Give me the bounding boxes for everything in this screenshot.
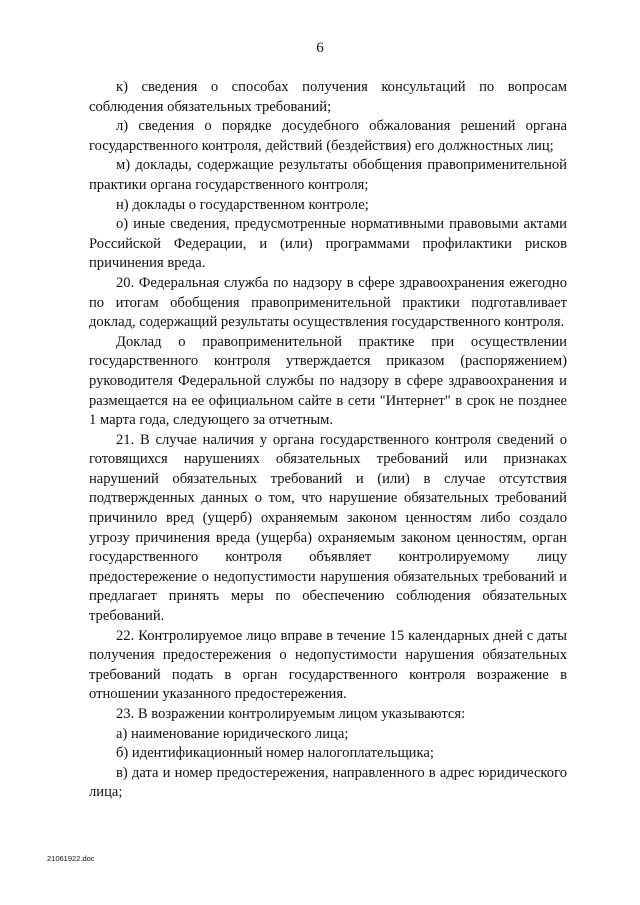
page-number: 6 bbox=[316, 40, 324, 56]
clause-23: 23. В возражении контролируемым лицом указываются: bbox=[116, 706, 466, 722]
item-n-control-reports: н) доклады о государственном контроле; bbox=[116, 196, 369, 213]
item-o-other-info: о) иные сведения, предусмотренные нормативными правовыми актами Российской Федерации, и (или) программами профилактики рисков причинения вреда. bbox=[89, 216, 567, 272]
file-name-footer: 21061922.doc bbox=[47, 854, 95, 863]
clause-20: 20. Федеральная служба по надзору в сфере здравоохранения ежегодно по итогам обобщения правоприменительной практики подготавливает доклад, содержащий результаты осуществления государственного контроля. bbox=[89, 274, 567, 331]
item-b-taxpayer-id: б) идентификационный номер налогоплательщика; bbox=[116, 745, 434, 762]
clause-22: 22. Контролируемое лицо вправе в течение 15 календарных дней с даты получения предостережения о недопустимости нарушения обязательных требований подать в орган государственного контроля возражение в отношении указанного предостережения. bbox=[89, 627, 567, 703]
clause-20-report-approval: Доклад о правоприменительной практике при осуществлении государственного контроля утверждается приказом (распоряжением) руководителя Федеральной службы по надзору в сфере здравоохранения и размещается на ее официальном сайте в сети "Интернет" в срок не позднее 1 марта года, следующего за отчетным. bbox=[89, 333, 567, 429]
item-m-reports: м) доклады, содержащие результаты обобщения правоприменительной практики органа государственного контроля; bbox=[89, 157, 567, 193]
item-v-warning-date-number: в) дата и номер предостережения, направленного в адрес юридического лица; bbox=[89, 764, 567, 801]
item-l-appeal-procedure: л) сведения о порядке досудебного обжалования решений органа государственного контроля, действий (бездействия) его должностных лиц; bbox=[89, 118, 567, 154]
item-k-consultations: к) сведения о способах получения консультаций по вопросам соблюдения обязательных требований; bbox=[89, 79, 567, 115]
item-a-legal-entity-name: а) наименование юридического лица; bbox=[116, 725, 349, 742]
document-body bbox=[89, 78, 567, 803]
clause-21: 21. В случае наличия у органа государственного контроля сведений о готовящихся нарушениях обязательных требований или признаках нарушений обязательных требований и (или) в случае отсутствия подтвержденных данных о том, что нарушение обязательных требований причинило вред (ущерб) охраняемым законом ценностям либо создало угрозу причинения вреда (ущерба) охраняемым законом ценностям, орган государственного контроля объявляет контролируемому лицу предостережение о недопустимости нарушения обязательных требований и предлагает принять меры по обеспечению соблюдения обязательных требований. bbox=[89, 431, 567, 625]
